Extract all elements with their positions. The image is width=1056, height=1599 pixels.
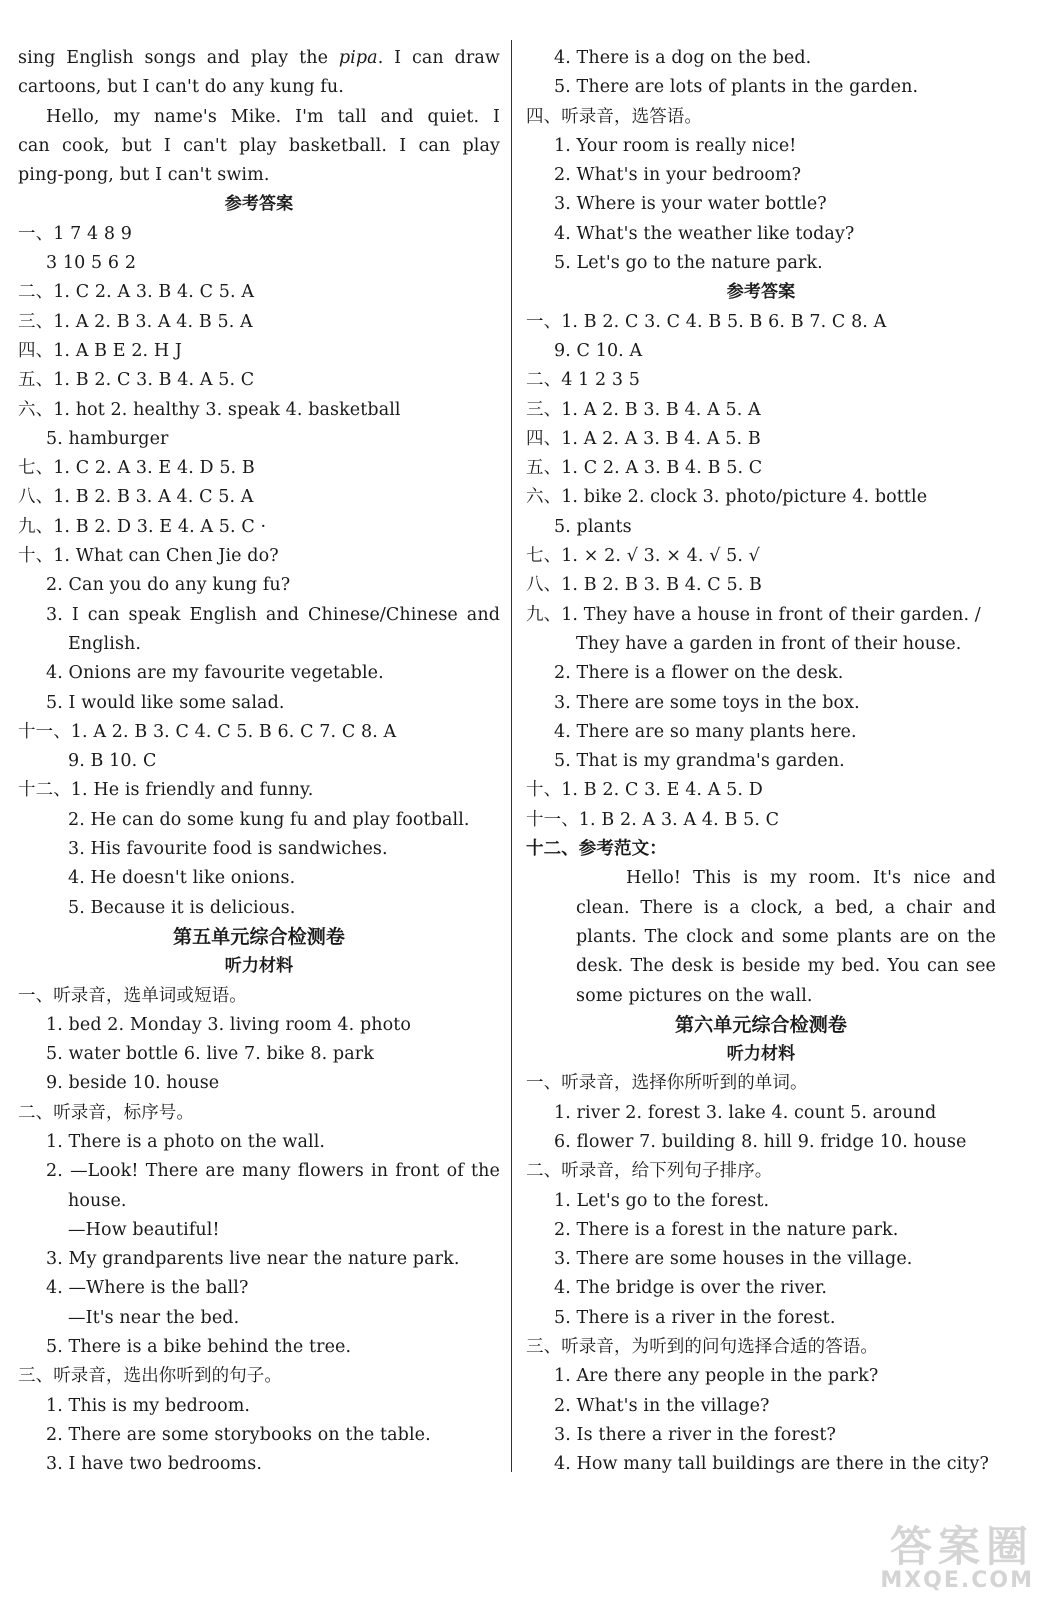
right-line: 1. river 2. forest 3. lake 4. count 5. around <box>554 1102 937 1123</box>
right-line: some pictures on the wall. <box>576 985 813 1006</box>
left-column <box>18 44 500 1480</box>
left-line: house. <box>68 1190 127 1211</box>
right-line: 六、1. bike 2. clock 3. photo/picture 4. bottle <box>526 487 928 508</box>
left-line: 七、1. C 2. A 3. E 4. D 5. B <box>18 458 255 479</box>
left-line: 3 10 5 6 2 <box>46 253 137 274</box>
right-line: 参考答案 <box>726 282 796 303</box>
right-line: 3. There are some toys in the box. <box>554 692 860 713</box>
left-line: 9. B 10. C <box>68 751 157 772</box>
left-line: 十一、1. A 2. B 3. C 4. C 5. B 6. C 7. C 8. A <box>18 721 397 742</box>
left-line: 2. —Look! There are many flowers in front of the <box>46 1161 500 1182</box>
left-line: 4. —Where is the ball? <box>46 1278 249 1299</box>
left-line: cartoons, but I can't do any kung fu. <box>18 77 344 98</box>
left-line: 十二、1. He is friendly and funny. <box>18 780 314 801</box>
left-line: 2. He can do some kung fu and play football. <box>68 809 470 830</box>
left-line: 1. There is a photo on the wall. <box>46 1131 326 1152</box>
right-line: plants. The clock and some plants are on the <box>576 926 996 947</box>
left-line: 5. hamburger <box>46 428 169 449</box>
left-line: 5. Because it is delicious. <box>68 897 296 918</box>
left-line: 2. There are some storybooks on the table. <box>46 1424 431 1445</box>
right-line: 一、听录音，选择你所听到的单词。 <box>526 1073 808 1094</box>
right-line: 五、1. C 2. A 3. B 4. B 5. C <box>526 458 763 479</box>
right-line: 十二、参考范文： <box>526 839 667 860</box>
right-line: 5. Let's go to the nature park. <box>554 253 823 274</box>
left-line: —How beautiful! <box>68 1219 220 1240</box>
watermark-logo <box>880 1522 1034 1593</box>
left-line: 听力材料 <box>224 956 294 977</box>
right-line: 3. Where is your water bottle? <box>554 194 827 215</box>
left-line: Hello, my name's Mike. I'm tall and quiet. I <box>46 106 500 127</box>
right-line: 十、1. B 2. C 3. E 4. A 5. D <box>526 780 763 801</box>
left-line: 六、1. hot 2. healthy 3. speak 4. basketball <box>18 399 401 420</box>
right-line: 四、听录音，选答语。 <box>526 106 702 127</box>
right-line: 第六单元综合检测卷 <box>675 1013 847 1036</box>
left-line: —It's near the bed. <box>68 1307 240 1328</box>
right-line: They have a garden in front of their house. <box>576 633 962 654</box>
left-line: 4. Onions are my favourite vegetable. <box>46 663 384 684</box>
right-line: 2. What's in your bedroom? <box>554 165 802 186</box>
right-line: 4. There are so many plants here. <box>554 721 857 742</box>
right-line: Hello! This is my room. It's nice and <box>626 868 996 889</box>
left-line: 二、1. C 2. A 3. B 4. C 5. A <box>18 282 255 303</box>
right-line: 2. There is a forest in the nature park. <box>554 1219 899 1240</box>
right-line: 4. The bridge is over the river. <box>554 1278 828 1299</box>
left-line: 九、1. B 2. D 3. E 4. A 5. C · <box>18 516 267 537</box>
left-line: 参考答案 <box>224 194 294 215</box>
left-line: 1. bed 2. Monday 3. living room 4. photo <box>46 1014 412 1035</box>
left-line: 5. I would like some salad. <box>46 692 285 713</box>
right-line: 一、1. B 2. C 3. C 4. B 5. B 6. B 7. C 8. A <box>526 311 887 332</box>
column-divider <box>511 40 512 1472</box>
right-line: 5. That is my grandma's garden. <box>554 751 845 772</box>
right-line: 七、1. × 2. √ 3. × 4. √ 5. √ <box>526 546 760 567</box>
right-line: 九、1. They have a house in front of their garden. / <box>526 604 981 625</box>
right-line: 三、1. A 2. B 3. B 4. A 5. A <box>526 399 761 420</box>
right-line: 二、4 1 2 3 5 <box>526 370 641 391</box>
right-line: 四、1. A 2. A 3. B 4. A 5. B <box>526 428 761 449</box>
right-column <box>526 44 996 1480</box>
left-line: 一、1 7 4 8 9 <box>18 223 133 244</box>
right-line: 八、1. B 2. B 3. B 4. C 5. B <box>526 575 762 596</box>
left-line: 五、1. B 2. C 3. B 4. A 5. C <box>18 370 255 391</box>
right-line: 3. There are some houses in the village. <box>554 1249 913 1270</box>
left-line: ping-pong, but I can't swim. <box>18 165 270 186</box>
right-line: 4. There is a dog on the bed. <box>554 48 812 68</box>
right-line: 听力材料 <box>726 1044 796 1065</box>
right-line: 4. What's the weather like today? <box>554 223 855 244</box>
left-line: 9. beside 10. house <box>46 1073 220 1094</box>
left-line: 一、听录音，选单词或短语。 <box>18 985 247 1006</box>
right-line: 二、听录音，给下列句子排序。 <box>526 1161 773 1182</box>
watermark-bottom-text: MXQE.COM <box>880 1568 1034 1593</box>
left-line: 1. This is my bedroom. <box>46 1395 251 1416</box>
right-line: 三、听录音，为听到的问句选择合适的答语。 <box>526 1337 878 1358</box>
right-line: 十一、1. B 2. A 3. A 4. B 5. C <box>526 809 780 830</box>
right-line: 5. There are lots of plants in the garden. <box>554 77 919 98</box>
left-line: 5. There is a bike behind the tree. <box>46 1337 352 1358</box>
right-line: 2. There is a flower on the desk. <box>554 663 844 684</box>
right-line: 6. flower 7. building 8. hill 9. fridge 10. house <box>554 1131 967 1152</box>
right-line: 9. C 10. A <box>554 340 643 361</box>
right-line: 1. Are there any people in the park? <box>554 1366 879 1387</box>
watermark-top-text: 答案圈 <box>889 1522 1034 1571</box>
right-line: 4. How many tall buildings are there in the city? <box>554 1454 989 1475</box>
right-line: 5. There is a river in the forest. <box>554 1307 836 1328</box>
left-line: 3. His favourite food is sandwiches. <box>68 839 388 860</box>
left-line: 3. I can speak English and Chinese/Chinese and <box>46 604 500 625</box>
left-line: 4. He doesn't like onions. <box>68 868 296 889</box>
left-line: can cook, but I can't play basketball. I can play <box>18 135 500 156</box>
right-line: 5. plants <box>554 516 632 537</box>
right-line: 3. Is there a river in the forest? <box>554 1424 836 1445</box>
left-line: English. <box>68 633 142 654</box>
left-line: 三、1. A 2. B 3. A 4. B 5. A <box>18 311 253 332</box>
left-line: 三、听录音，选出你听到的句子。 <box>18 1366 282 1387</box>
left-line: 3. I have two bedrooms. <box>46 1454 262 1475</box>
left-line: 八、1. B 2. B 3. A 4. C 5. A <box>18 487 254 508</box>
right-line: desk. The desk is beside my bed. You can see <box>576 956 996 977</box>
right-line: 2. What's in the village? <box>554 1395 770 1416</box>
left-line: 2. Can you do any kung fu? <box>46 575 291 596</box>
right-line: 1. Let's go to the forest. <box>554 1190 770 1211</box>
left-line: 第五单元综合检测卷 <box>173 925 345 948</box>
right-line: 1. Your room is really nice! <box>554 135 797 156</box>
left-line: 四、1. A B E 2. H J <box>18 340 183 361</box>
left-line: 十、1. What can Chen Jie do? <box>18 546 279 567</box>
left-line: 5. water bottle 6. live 7. bike 8. park <box>46 1044 374 1065</box>
left-line: sing English songs and play the pipa. I can draw <box>18 48 500 68</box>
left-line: 3. My grandparents live near the nature park. <box>46 1249 460 1270</box>
left-line: 二、听录音，标序号。 <box>18 1102 194 1123</box>
right-line: clean. There is a clock, a bed, a chair and <box>576 897 996 918</box>
